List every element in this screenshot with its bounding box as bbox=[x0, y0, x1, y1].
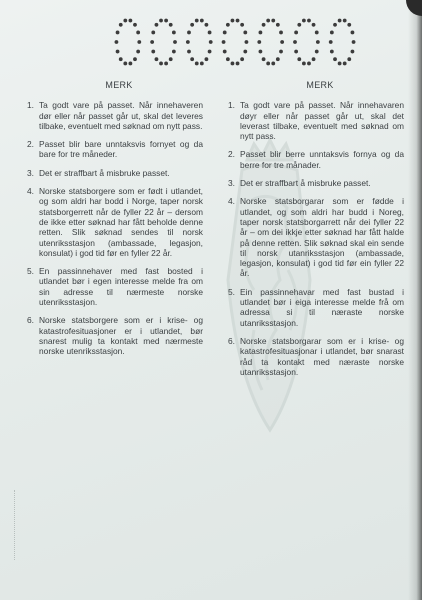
notes-column-nynorsk bbox=[228, 80, 404, 385]
page-edge-shadow bbox=[408, 0, 422, 600]
notes-list bbox=[27, 100, 203, 356]
perforated-digit bbox=[222, 19, 249, 66]
notes-list bbox=[228, 100, 404, 377]
perforated-digit bbox=[329, 19, 356, 66]
perforated-serial-number bbox=[110, 12, 360, 72]
list-item: 6. Norske statsborgere som er i krise- og katastrofesituasjoner er i utlandet, bør snarest mulig ta kontakt med nærmeste norske utenriksstasjon. bbox=[27, 315, 203, 357]
perforated-digit bbox=[186, 19, 213, 66]
list-item: 6. Norske statsborgarar som er i krise- og katastrofesituasjonar i utlandet, bør snarast råd ta kontakt med næraste norske utanriksstasjon. bbox=[228, 335, 404, 377]
list-item: 3. Det er straffbart å misbruke passet. bbox=[228, 178, 371, 189]
page-fold-line bbox=[14, 490, 16, 560]
list-item: 1. Ta godt vare på passet. Når innehaveren dør eller når passet går ut, skal det leveres tilbake, eventuelt med søknad om nytt pass. bbox=[27, 100, 203, 131]
list-item: 1. Ta godt vare på passet. Når innehavaren døyr eller når passet går ut, skal det leverast tilbake, eventuelt med søknad om nytt pass. bbox=[228, 100, 404, 142]
list-item: 4. Norske statsborgere som er født i utlandet, og som aldri har bodd i Norge, taper norsk statsborgerrett når de fyller 22 år – dersom de ikke etter søknad har fått beholde denne retten. Slik søknad sendes til norsk utenriksstasjon (ambassade, legasjon, konsulat) i god tid før en fyller 22 år. bbox=[27, 186, 203, 258]
perforated-digit bbox=[115, 19, 142, 66]
list-item: 3. Det er straffbart å misbruke passet. bbox=[27, 167, 170, 178]
perforated-digit bbox=[293, 19, 320, 66]
perforated-digit bbox=[257, 19, 284, 66]
list-item: 2. Passet blir bare unntaksvis fornyet og da bare for tre måneder. bbox=[27, 139, 203, 160]
list-item: 5. Ein passinnehavar med fast bustad i utlandet bør i eiga interesse melde frå om adressa si til næraste norske utanriksstasjon. bbox=[228, 286, 404, 328]
list-item: 5. En passinnehaver med fast bosted i utlandet bør i egen interesse melde fra om sin adresse til nærmeste norske utenriksstasjon. bbox=[27, 266, 203, 308]
perforated-digit bbox=[150, 19, 177, 66]
column-heading: MERK bbox=[105, 80, 133, 90]
column-heading: MERK bbox=[306, 80, 334, 90]
list-item: 4. Norske statsborgarar som er fødde i utlandet, og som aldri har budd i Noreg, taper norsk statsborgarrett når dei fyller 22 år – om dei ikkje etter søknad har fått halde på denne retten. Slik søknad skal ein sende til norsk utanriksstasjon (ambassade, legasjon, konsulat) i god tid før ein fyller 22 år. bbox=[228, 196, 404, 279]
notes-column-bokmal bbox=[27, 80, 203, 365]
list-item: 2. Passet blir berre unntaksvis fornya og da berre for tre månader. bbox=[228, 149, 404, 170]
